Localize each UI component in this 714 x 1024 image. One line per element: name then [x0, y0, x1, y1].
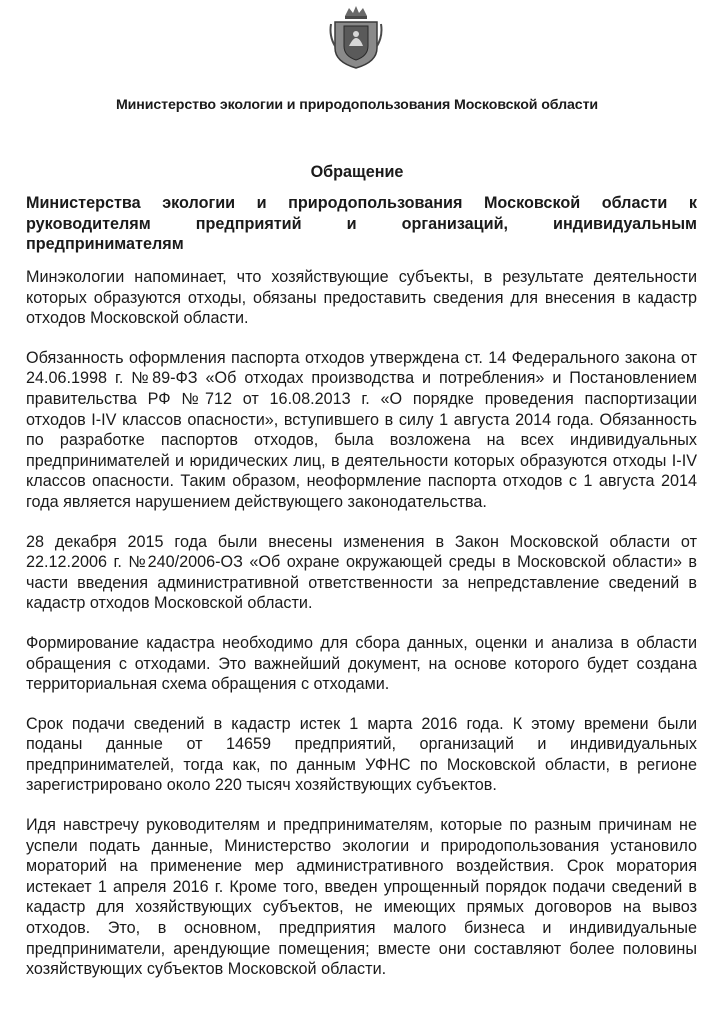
paragraph: Срок подачи сведений в кадастр истек 1 марта 2016 года. К этому времени были поданы данные от 14659 предприятий, организаций и индивидуальных предпринимателей, тогда как, по данным УФНС по Московской области, в регионе зарегистрировано около 220 тысяч хозяйствующих субъектов.: [26, 714, 697, 795]
document-subtitle: Министерства экологии и природопользования Московской области к руководителям предприятий и организаций, индивидуальным предпринимателям: [26, 194, 697, 253]
paragraph: Минэкологии напоминает, что хозяйствующие субъекты, в результате деятельности которых образуются отходы, обязаны предоставить сведения для внесения в кадастр отходов Московской области.: [26, 268, 697, 328]
paragraph: Обязанность оформления паспорта отходов утверждена ст. 14 Федерального закона от 24.06.1998 г. №89-ФЗ «Об отходах производства и потребления» и Постановлением правительства РФ №712 от 16.08.2013 г. «О порядке проведения паспортизации отходов I-IV классов опасности», вступившего в силу 1 августа 2014 года. Обязанность по разработке паспортов отходов, была возложена на всех индивидуальных предпринимателей и юридических лиц, в деятельности которых образуются отходы I-IV классов опасности. Таким образом, неоформление паспорта отходов с 1 августа 2014 года является нарушением действующего законодательства.: [26, 348, 697, 511]
paragraph: Формирование кадастра необходимо для сбора данных, оценки и анализа в области обращения с отходами. Это важнейший документ, на основе которого будет создана территориальная схема обращения с отходами.: [26, 633, 697, 694]
coat-of-arms-icon: [327, 4, 385, 70]
paragraph: 28 декабря 2015 года были внесены изменения в Закон Московской области от 22.12.2006 г. №240/2006-ОЗ «Об охране окружающей среды в Московской области» в части введения административной ответственности за непредставление сведений в кадастр отходов Московской области.: [26, 532, 697, 613]
paragraph: Идя навстречу руководителям и предпринимателям, которые по разным причинам не успели подать данные, Министерство экологии и природопользования установило мораторий на применение мер административного воздействия. Срок моратория истекает 1 апреля 2016 г. Кроме того, введен упрощенный порядок подачи сведений в кадастр для хозяйствующих субъектов, не имеющих прямых договоров на вывоз отходов. Это, в основном, предприятия малого бизнеса и индивидуальные предприниматели, арендующие помещения; вместе они составляют более половины хозяйствующих субъектов Московской области.: [26, 816, 697, 979]
document-body: [26, 267, 697, 999]
document-title: Обращение: [310, 163, 404, 181]
ministry-name: Министерство экологии и природопользования Московской области: [115, 97, 599, 113]
